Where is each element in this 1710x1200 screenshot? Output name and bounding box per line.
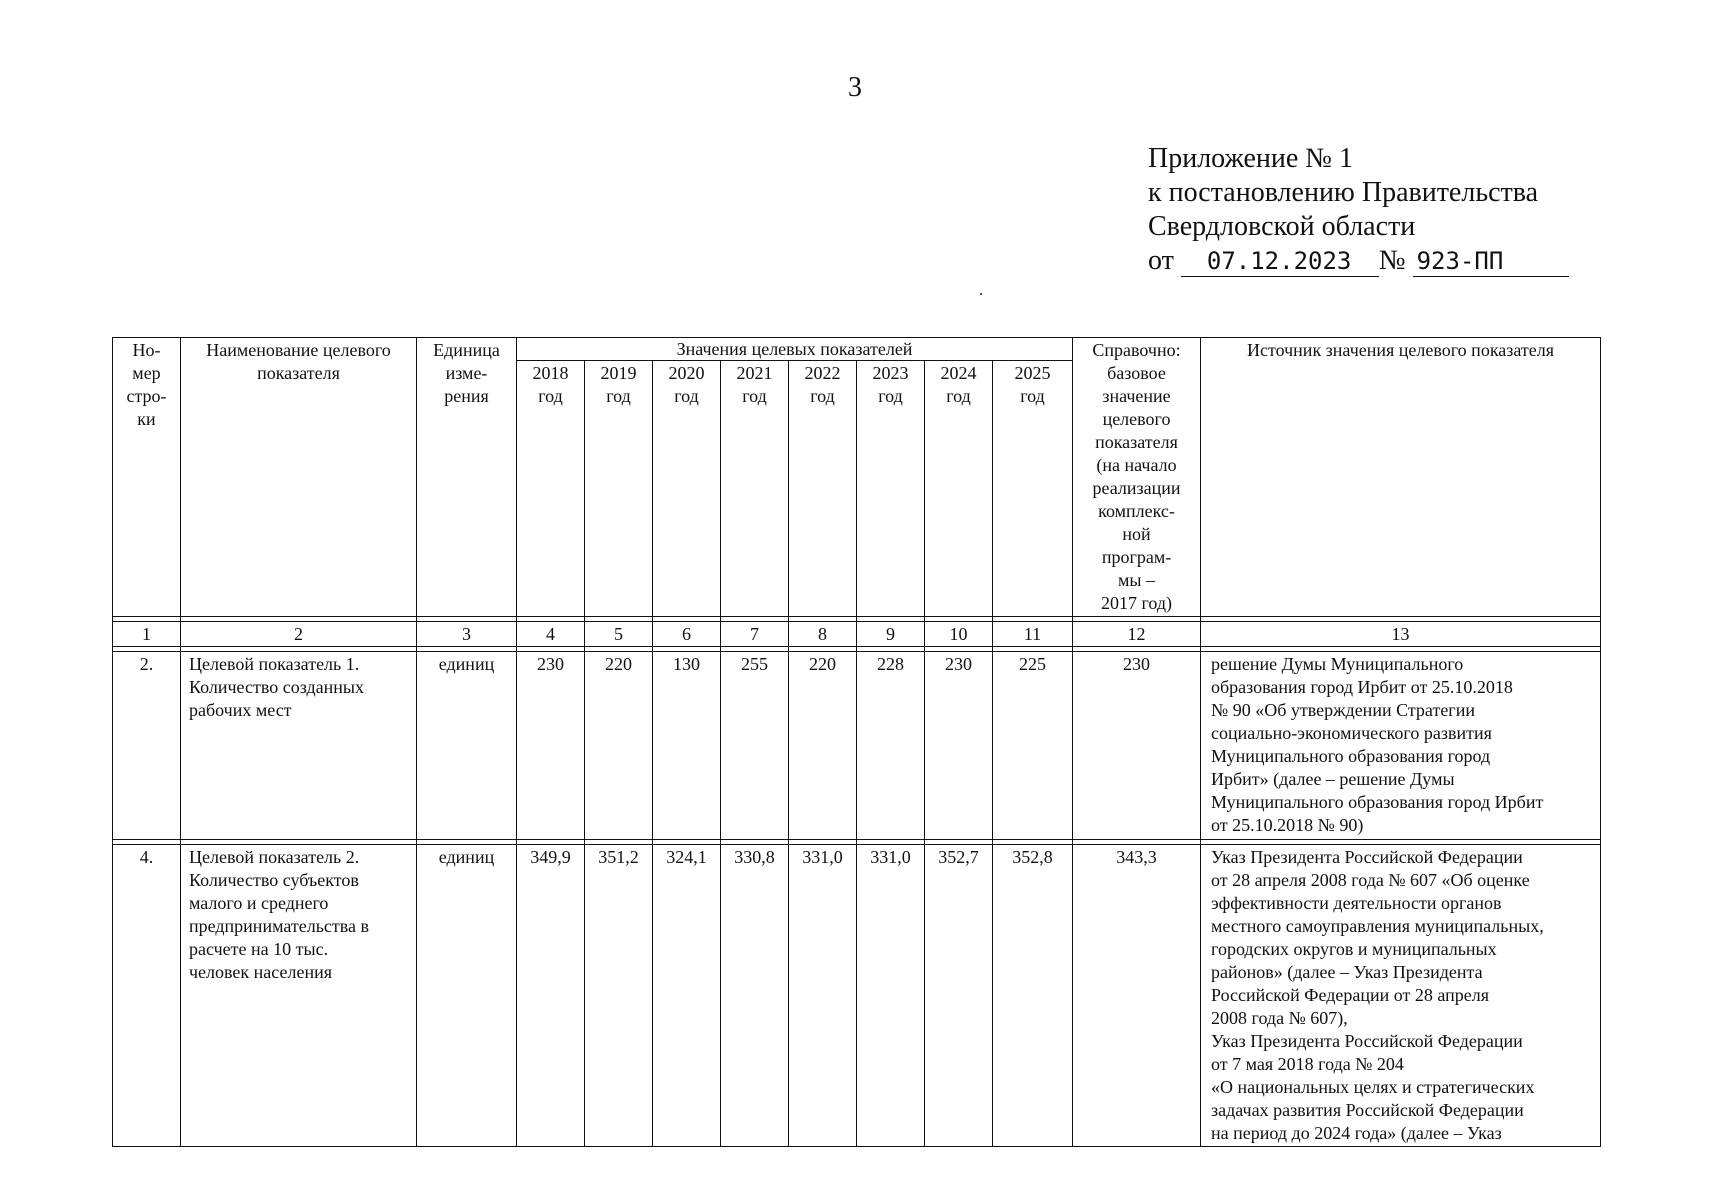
reference-value: 230 bbox=[1073, 652, 1201, 840]
column-number: 7 bbox=[721, 622, 789, 647]
column-number: 9 bbox=[857, 622, 925, 647]
column-number: 8 bbox=[789, 622, 857, 647]
indicator-unit: единиц bbox=[417, 845, 517, 1147]
column-number: 1 bbox=[113, 622, 181, 647]
value-cell: 130 bbox=[653, 652, 721, 840]
number-label: № bbox=[1378, 245, 1406, 276]
indicator-name: Целевой показатель 1. Количество созданных рабочих мест bbox=[181, 652, 417, 840]
value-cell: 352,8 bbox=[993, 845, 1073, 1147]
header-source: Источник значения целевого показателя bbox=[1201, 338, 1601, 617]
header-year: 2024 год bbox=[925, 361, 993, 617]
appendix-title: Приложение № 1 bbox=[1148, 143, 1353, 174]
value-cell: 255 bbox=[721, 652, 789, 840]
table-row bbox=[113, 845, 1601, 1147]
column-number: 12 bbox=[1073, 622, 1201, 647]
appendix-line-decree: к постановлению Правительства bbox=[1148, 177, 1539, 208]
header-unit: Единица изме- рения bbox=[417, 338, 517, 617]
indicator-unit: единиц bbox=[417, 652, 517, 840]
source-text: решение Думы Муниципального образования город Ирбит от 25.10.2018 № 90 «Об утверждении Стратегии социально-экономического развития Муниципального образования город Ирбит» (далее – решение Думы Муниципального образования город Ирбит от 25.10.2018 № 90) bbox=[1201, 652, 1601, 840]
value-cell: 349,9 bbox=[517, 845, 585, 1147]
appendix-header bbox=[1148, 142, 1569, 278]
header-year: 2023 год bbox=[857, 361, 925, 617]
decree-number: 923-ПП bbox=[1413, 246, 1569, 277]
value-cell: 228 bbox=[857, 652, 925, 840]
row-number: 2. bbox=[113, 652, 181, 840]
stray-dot bbox=[980, 293, 982, 295]
value-cell: 330,8 bbox=[721, 845, 789, 1147]
column-number-row bbox=[113, 622, 1601, 647]
decree-date: 07.12.2023 bbox=[1181, 246, 1379, 277]
header-row-1 bbox=[113, 338, 1601, 361]
column-number: 2 bbox=[181, 622, 417, 647]
header-year: 2022 год bbox=[789, 361, 857, 617]
value-cell: 351,2 bbox=[585, 845, 653, 1147]
value-cell: 225 bbox=[993, 652, 1073, 840]
header-year: 2018 год bbox=[517, 361, 585, 617]
column-number: 11 bbox=[993, 622, 1073, 647]
value-cell: 220 bbox=[789, 652, 857, 840]
header-indicator-name: Наименование целевого показателя bbox=[181, 338, 417, 617]
column-number: 6 bbox=[653, 622, 721, 647]
from-label: от bbox=[1148, 245, 1174, 276]
header-year: 2021 год bbox=[721, 361, 789, 617]
value-cell: 331,0 bbox=[857, 845, 925, 1147]
header-year: 2019 год bbox=[585, 361, 653, 617]
indicator-name: Целевой показатель 2. Количество субъектов малого и среднего предпринимательства в расчете на 10 тыс. человек населения bbox=[181, 845, 417, 1147]
value-cell: 324,1 bbox=[653, 845, 721, 1147]
column-number: 10 bbox=[925, 622, 993, 647]
appendix-date-line bbox=[1148, 244, 1569, 278]
header-year: 2025 год bbox=[993, 361, 1073, 617]
value-cell: 230 bbox=[925, 652, 993, 840]
column-number: 13 bbox=[1201, 622, 1601, 647]
appendix-line-region: Свердловской области bbox=[1148, 211, 1416, 242]
page-number: 3 bbox=[848, 72, 862, 103]
header-row-number: Но- мер стро- ки bbox=[113, 338, 181, 617]
source-text: Указ Президента Российской Федерации от 28 апреля 2008 года № 607 «Об оценке эффективности деятельности органов местного самоуправления муниципальных, городских округов и муниципальных районов» (далее – Указ Президента Российской Федерации от 28 апреля 2008 года № 607), Указ Президента Российской Федерации от 7 мая 2018 года № 204 «О национальных целях и стратегических задачах развития Российской Федерации на период до 2024 года» (далее – Указ bbox=[1201, 845, 1601, 1147]
column-number: 4 bbox=[517, 622, 585, 647]
value-cell: 352,7 bbox=[925, 845, 993, 1147]
header-reference: Справочно: базовое значение целевого показателя (на начало реализации комплекс- ной програм- мы – 2017 год) bbox=[1073, 338, 1201, 617]
indicators-table bbox=[112, 337, 1601, 1147]
column-number: 3 bbox=[417, 622, 517, 647]
table-row bbox=[113, 652, 1601, 840]
column-number: 5 bbox=[585, 622, 653, 647]
value-cell: 220 bbox=[585, 652, 653, 840]
value-cell: 331,0 bbox=[789, 845, 857, 1147]
row-number: 4. bbox=[113, 845, 181, 1147]
value-cell: 230 bbox=[517, 652, 585, 840]
reference-value: 343,3 bbox=[1073, 845, 1201, 1147]
header-year: 2020 год bbox=[653, 361, 721, 617]
header-values-group: Значения целевых показателей bbox=[517, 338, 1073, 361]
